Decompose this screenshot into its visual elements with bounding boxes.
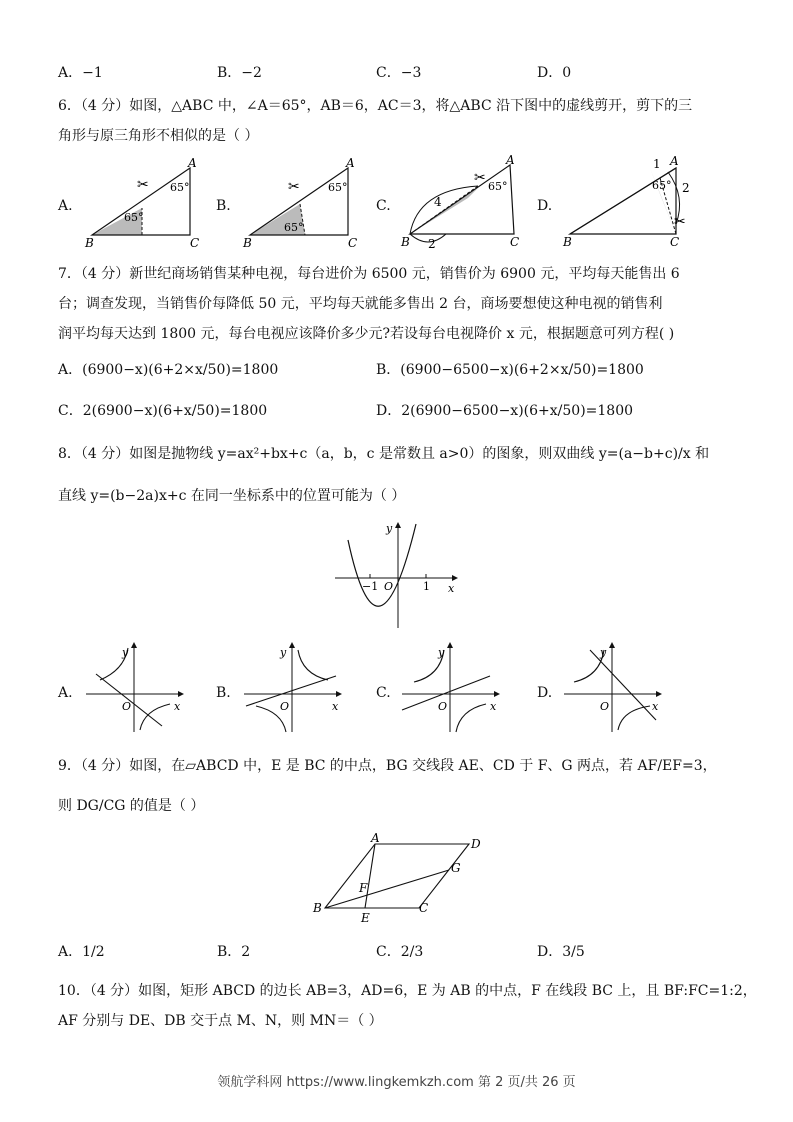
q9-parallelogram-figure [305,828,495,928]
q8-option-d-graph [560,640,670,736]
q6-figure-b [240,155,370,250]
q6-figure-d [560,152,690,250]
q6-figure-a [82,155,212,250]
q6-stem-line2: 角形与原三角形不相似的是（ ） [58,128,259,144]
hyperbola-branch [298,650,328,680]
vertex-a: A [346,156,355,170]
segment-bg [325,870,449,908]
parallelogram-abcd [325,844,469,908]
svg-text:O: O [122,700,132,713]
hyperbola-branch [618,706,650,730]
scissors-icon: ✂ [674,214,686,230]
svg-text:y: y [438,646,445,659]
vertex-b: B [85,236,94,250]
tick-pos1: 1 [423,580,430,593]
q6-label-b: B. [216,198,231,214]
segment-ae [365,844,375,908]
vertex-b: B [243,236,252,250]
q8-label-c: C. [376,685,391,701]
q8-option-c-graph [398,640,508,736]
vertex-d: D [471,837,481,851]
length-4: 4 [434,195,442,209]
q7-stem-line3: 润平均每天达到 1800 元，每台电视应该降价多少元?若设每台电视降价 x 元，根据题意可列方程( ) [58,326,675,342]
tick-neg1: −1 [362,580,379,593]
q8-label-d: D. [537,685,553,701]
x-label: x [448,582,455,595]
q9-stem-line1: 9．（4 分）如图，在▱ABCD 中，E 是 BC 的中点，BG 交线段 AE、CD 于 F、G 两点，若 AF/EF=3， [58,758,717,774]
q8-option-a-graph [82,640,192,736]
length-2: 2 [682,181,690,195]
length-2: 2 [428,237,436,250]
q9-option-b: B．2 [217,944,251,960]
vertex-b: B [401,235,410,249]
q6-label-a: A. [58,198,73,214]
q7-stem-line1: 7．（4 分）新世纪商场销售某种电视，每台进价为 6500 元，销售价为 6900 元，平均每天能售出 6 [58,266,680,282]
q6-label-c: C. [376,198,391,214]
point-g: G [451,861,461,875]
q8-label-a: A. [58,685,73,701]
svg-text:y: y [600,646,607,659]
q5-option-b: B．−2 [217,65,262,81]
scissors-icon: ✂ [137,177,149,193]
q6-figure-c [398,150,528,250]
scissors-icon: ✂ [474,170,486,186]
q6-stem-line1: 6．（4 分）如图，△ABC 中，∠A＝65°，AB＝6，AC＝3，将△ABC 沿下图中的虚线剪开，剪下的三 [58,98,693,114]
q5-option-d: D．0 [537,65,572,81]
angle-label: 65° [328,181,348,194]
svg-text:y: y [280,646,287,659]
svg-text:x: x [332,700,339,713]
q9-option-a: A．1/2 [58,944,105,960]
svg-text:O: O [438,700,448,713]
scissors-icon: ✂ [288,179,300,195]
q9-stem-line2: 则 DG/CG 的值是（ ） [58,798,205,814]
q6-label-d: D. [537,198,553,214]
parabola [348,524,416,606]
svg-text:x: x [652,700,659,713]
hyperbola-branch [140,704,170,730]
vertex-a: A [506,153,515,167]
length-1: 1 [653,157,661,171]
point-e: E [361,911,370,925]
origin-label: O [384,580,394,593]
q7-option-d: D．2(6900−6500−x)(6+x/50)=1800 [376,403,634,419]
vertex-c: C [419,901,429,915]
q7-option-a: A．(6900−x)(6+2×x/50)=1800 [58,362,279,378]
svg-text:x: x [174,700,181,713]
q5-option-a: A．−1 [58,65,103,81]
q8-label-b: B. [216,685,231,701]
vertex-c: C [510,235,520,249]
vertex-a: A [371,831,380,845]
q5-option-c: C．−3 [376,65,422,81]
line [246,676,336,706]
q9-option-d: D．3/5 [537,944,585,960]
point-f: F [359,881,368,895]
vertex-b: B [313,901,322,915]
q8-option-b-graph [240,640,350,736]
svg-text:O: O [280,700,290,713]
q8-stem-line2: 直线 y=(b−2a)x+c 在同一坐标系中的位置可能为（ ） [58,488,406,504]
vertex-c: C [670,235,680,249]
q9-option-c: C．2/3 [376,944,424,960]
angle-label: 65° [652,179,672,192]
vertex-b: B [563,235,572,249]
vertex-c: C [348,236,358,250]
hyperbola-branch [456,704,486,732]
q7-stem-line2: 台；调查发现，当销售价每降低 50 元，平均每天就能多售出 2 台，商场要想使这种电视的销售利 [58,296,663,312]
angle-label-cut: 65° [124,211,144,224]
svg-text:y: y [122,646,129,659]
angle-label-cut: 65° [284,221,304,234]
angle-label: 65° [170,181,190,194]
q7-option-c: C．2(6900−x)(6+x/50)=1800 [58,403,268,419]
vertex-a: A [188,156,197,170]
angle-label: 65° [488,180,508,193]
svg-text:O: O [600,700,610,713]
q10-stem-line1: 10．（4 分）如图，矩形 ABCD 的边长 AB=3，AD=6，E 为 AB 的中点，F 在线段 BC 上，且 BF:FC=1:2， [58,983,757,999]
y-label: y [386,522,393,535]
q7-option-b: B．(6900−6500−x)(6+2×x/50)=1800 [376,362,644,378]
page-footer: 领航学科网 https://www.lingkemkzh.com 第 2 页/共 26 页 [217,1075,576,1090]
vertex-c: C [190,236,200,250]
svg-text:x: x [490,700,497,713]
q8-parabola-figure [330,520,460,632]
q8-stem-line1: 8．（4 分）如图是抛物线 y=ax²+bx+c（a，b，c 是常数且 a>0）的图象，则双曲线 y=(a−b+c)/x 和 [58,446,710,462]
vertex-a: A [670,154,679,168]
q10-stem-line2: AF 分别与 DE、DB 交于点 M、N，则 MN＝（ ） [58,1013,383,1029]
